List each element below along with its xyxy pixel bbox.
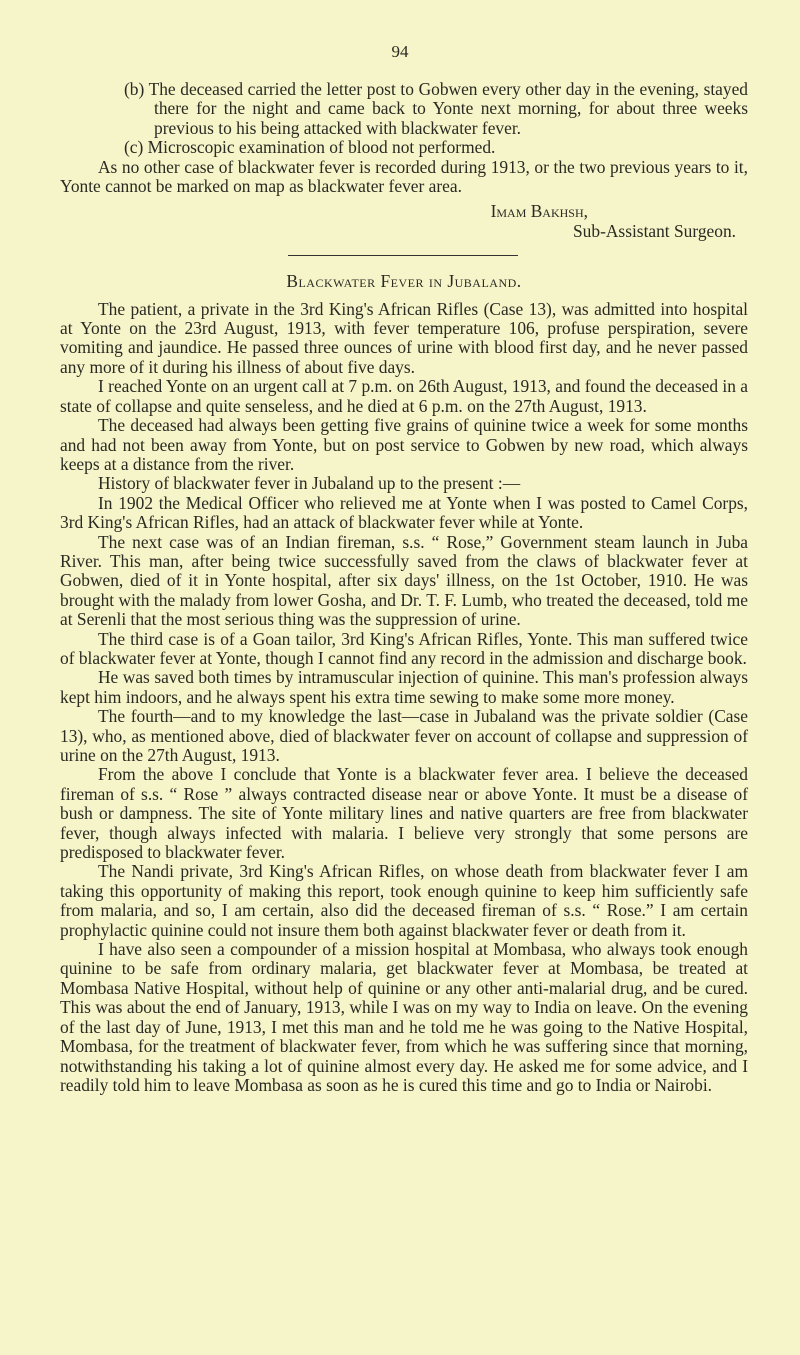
paragraph: The third case is of a Goan tailor, 3rd King's African Rifles, Yonte. This man suffered twice of blackwater fever at Yonte, though I cannot find any record in the admission and discharge book. — [60, 628, 748, 668]
list-item-b: (b) The deceased carried the letter post to Gobwen every other day in the evening, stayed there for the night and came back to Yonte next morning, for about three weeks previous to his being attacked with blackwater fever. — [124, 79, 748, 138]
paragraph: The fourth—and to my knowledge the last—case in Jubaland was the private soldier (Case 13), who, as mentioned above, died of blackwater fever on account of collapse and suppression of urine on the 27th August, 1913. — [60, 706, 748, 765]
section-heading: Blackwater Fever in Jubaland. — [286, 271, 522, 292]
paragraph: In 1902 the Medical Officer who relieved me at Yonte when I was posted to Camel Corps, 3rd King's African Rifles, had an attack of blackwater fever while at Yonte. — [60, 492, 748, 533]
paragraph: The deceased had always been getting five grains of quinine twice a week for some months and had not been away from Yonte, but on post service to Gobwen by new road, which always keeps at a distance from the river. — [60, 415, 748, 474]
paragraph: The Nandi private, 3rd King's African Rifles, on whose death from blackwater fever I am taking this opportunity of making this report, took enough quinine to keep him sufficiently safe from malaria, and so, I am certain, also did the deceased fireman of s.s. “ Rose.” I am certain prophylactic quinine could not insure them both against blackwater fever or death from it. — [60, 861, 748, 940]
paragraph: The next case was of an Indian fireman, s.s. “ Rose,” Government steam launch in Juba River. This man, after being twice successfully saved from the claws of blackwater fever at Gobwen, died of it in Yonte hospital, after six days' illness, on the 1st October, 1910. He was brought with the malady from lower Gosha, and Dr. T. F. Lumb, who treated the deceased, told me at Serenli that the most serious thing was the suppression of urine. — [60, 531, 748, 630]
paragraph: He was saved both times by intramuscular injection of quinine. This man's profession always kept him indoors, and he always spent his extra time sewing to make some more money. — [60, 667, 748, 707]
signature-block — [60, 202, 748, 241]
section-divider — [288, 255, 518, 256]
signature-role: Sub-Assistant Surgeon. — [573, 220, 736, 241]
paragraph: I reached Yonte on an urgent call at 7 p.m. on 26th August, 1913, and found the deceased in a state of collapse and quite senseless, and he died at 6 p.m. on the 27th August, 1913. — [60, 376, 748, 416]
page-number: 94 — [391, 42, 409, 61]
paragraph: History of blackwater fever in Jubaland up to the present :— — [98, 473, 521, 494]
paragraph: From the above I conclude that Yonte is a blackwater fever area. I believe the deceased fireman of s.s. “ Rose ” always contracted disease near or above Yonte. It must be a disease of bush or dampness. The site of Yonte military lines and native quarters are free from blackwater fever, though always infected with malaria. I believe very strongly that some persons are predisposed to blackwater fever. — [60, 764, 748, 863]
list-item-c: (c) Microscopic examination of blood not performed. — [124, 137, 496, 158]
closing-paragraph: As no other case of blackwater fever is recorded during 1913, or the two previous years to it, Yonte cannot be marked on map as blackwater fever area. — [60, 156, 748, 197]
paragraph: The patient, a private in the 3rd King's African Rifles (Case 13), was admitted into hospital at Yonte on the 23rd August, 1913, with fever temperature 106, profuse perspiration, severe vomiting and jaundice. He passed three ounces of urine with blood first day, and he never passed any more of it during his illness of about five days. — [60, 298, 748, 377]
signature-name: Imam Bakhsh, — [490, 201, 588, 222]
document-body — [60, 80, 748, 1095]
paragraph: I have also seen a compounder of a mission hospital at Mombasa, who always took enough quinine to be safe from ordinary malaria, get blackwater fever at Mombasa, be treated at Mombasa Native Hospital, without help of quinine or any other anti-malarial drug, and be cured. This was about the end of January, 1913, while I was on my way to India on leave. On the evening of the last day of June, 1913, I met this man and he told me he was going to the Native Hospital, Mombasa, for the treatment of blackwater fever, from which he was suffering since that morning, notwithstanding his taking a lot of quinine almost every day. He asked me for some advice, and I readily told him to leave Mombasa as soon as he is cured this time and go to India or Nairobi. — [60, 939, 748, 1095]
